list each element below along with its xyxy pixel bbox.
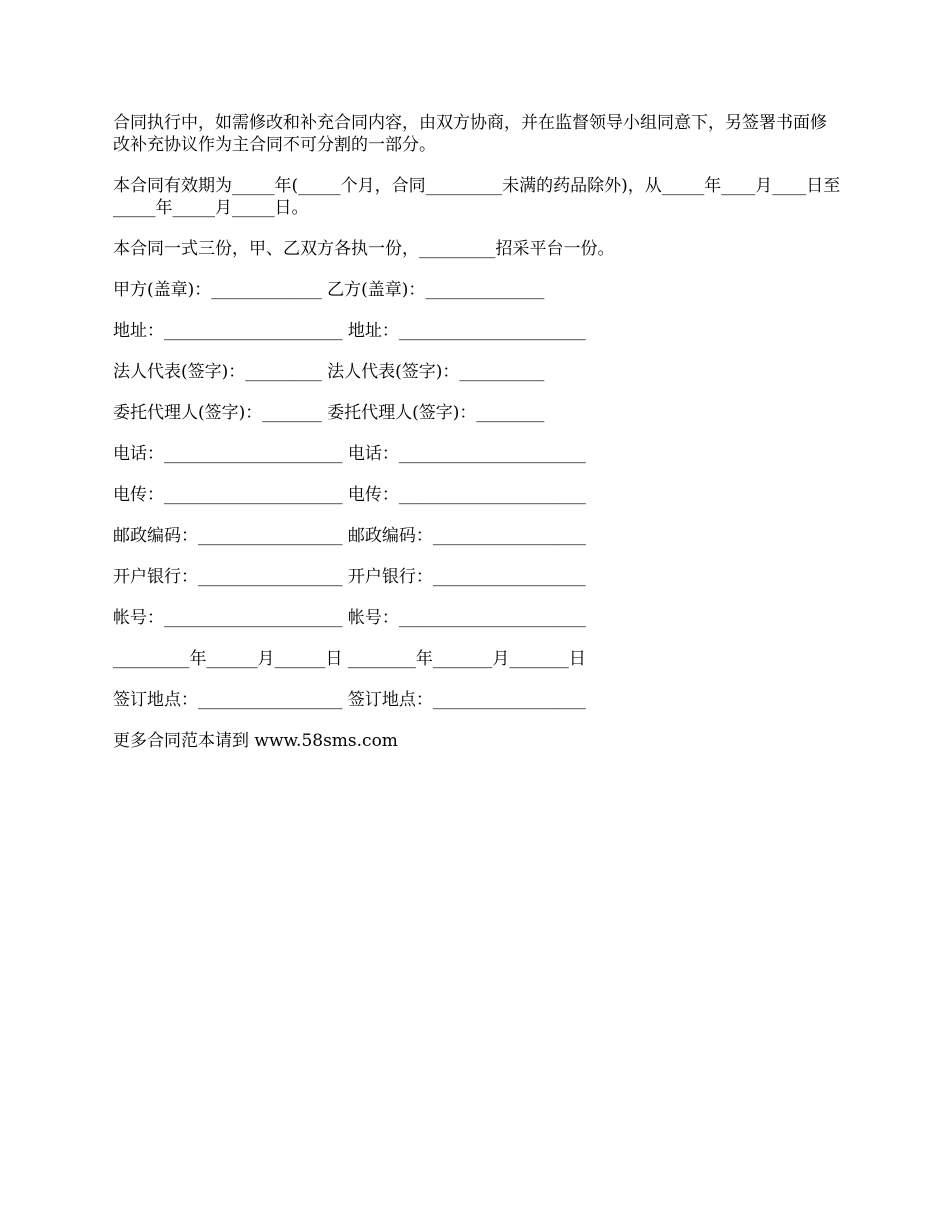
- account-line: 帐号：_____________________ 帐号：______________________: [113, 608, 586, 628]
- seal-line: 甲方(盖章)：_____________ 乙方(盖章)：______________: [113, 280, 545, 300]
- bank-line: 开户银行：_________________ 开户银行：__________________: [113, 567, 586, 587]
- fax-line: 电传：_____________________ 电传：______________________: [113, 485, 586, 505]
- footer-note: 更多合同范本请到 www.58sms.com: [113, 731, 398, 751]
- phone-line: 电话：_____________________ 电话：______________________: [113, 444, 586, 464]
- legal-rep-line: 法人代表(签字)：_________ 法人代表(签字)：__________: [113, 362, 545, 382]
- signing-place-line: 签订地点：_________________ 签订地点：__________________: [113, 690, 586, 710]
- copies-clause: 本合同一式三份，甲、乙双方各执一份，_________招采平台一份。: [113, 239, 615, 259]
- document-page: [113, 112, 843, 771]
- postcode-line: 邮政编码：_________________ 邮政编码：__________________: [113, 526, 586, 546]
- agent-line: 委托代理人(签字)：_______ 委托代理人(签字)：________: [113, 403, 545, 423]
- date-line: _________年______月______日 ________年_______月_______日: [113, 649, 586, 669]
- validity-clause: 本合同有效期为_____年(_____个月，合同_________未满的药品除外)，从_____年____月____日至_____年_____月_____日。: [113, 176, 841, 218]
- address-line: 地址：_____________________ 地址：______________________: [113, 321, 586, 341]
- modification-clause: 合同执行中，如需修改和补充合同内容，由双方协商，并在监督领导小组同意下，另签署书面修改补充协议作为主合同不可分割的一部分。: [113, 113, 827, 155]
